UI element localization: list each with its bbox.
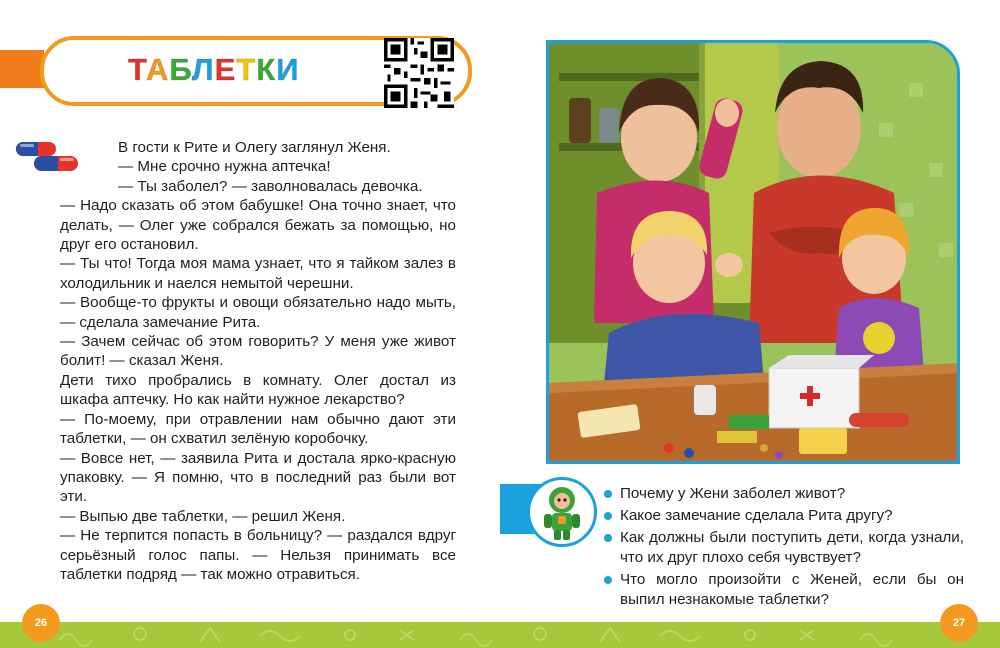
question-item: Как должны были поступить дети, когда узнали, что их друг плохо себя чувствует? xyxy=(602,528,964,568)
story-paragraph: В гости к Рите и Олегу заглянул Женя. xyxy=(118,139,391,156)
story-paragraph: — Не терпится попасть в больницу? — раздался вдруг серьёзный голос папы. — Нельзя принимать все таблетки подряд — так можно отравиться. xyxy=(60,527,456,583)
title-letter: Е xyxy=(214,52,237,87)
page-number-left: 26 xyxy=(22,604,60,642)
story-text xyxy=(40,138,456,584)
page-title xyxy=(128,52,299,88)
title-letter: Б xyxy=(169,52,192,87)
story-paragraph: — Мне срочно нужна аптечка! xyxy=(118,158,331,176)
footer-doodles xyxy=(0,622,1000,648)
story-paragraph: Дети тихо пробрались в комнату. Олег достал из шкафа аптечку. Но как найти нужное лекарство? xyxy=(60,371,456,409)
story-paragraph: — Вовсе нет, — заявила Рита и достала ярко-красную упаковку. — Я помню, что в последний раз были вот эти. xyxy=(60,449,456,506)
page-number-right: 27 xyxy=(940,604,978,642)
qr-code-icon[interactable] xyxy=(384,38,454,108)
question-list xyxy=(602,484,964,612)
question-item: Что могло произойти с Женей, если бы он выпил незнакомые таблетки? xyxy=(602,570,964,610)
story-paragraph: — Зачем сейчас об этом говорить? У меня уже живот болит! — сказал Женя. xyxy=(60,333,456,370)
title-letter: Т xyxy=(236,52,257,87)
title-letter: Л xyxy=(191,52,215,87)
question-item: Почему у Жени заболел живот? xyxy=(602,484,964,504)
story-paragraph: — Выпью две таблетки, — решил Женя. xyxy=(60,507,346,525)
story-illustration xyxy=(546,40,960,464)
title-letter: И xyxy=(276,52,300,87)
story-paragraph: — Ты заболел? — заволновалась девочка. xyxy=(118,177,423,195)
title-letter: Т xyxy=(128,52,146,87)
story-paragraph: — Вообще-то фрукты и овощи обязательно надо мыть, — сделала замечание Рита. xyxy=(60,294,456,331)
title-accent-bar xyxy=(0,50,44,88)
title-letter: А xyxy=(145,52,170,87)
footer-band xyxy=(0,622,1000,648)
illustration-scene xyxy=(549,43,960,464)
story-paragraph: — Надо сказать об этом бабушке! Она точно знает, что делать, — Олег уже собрался бежать за помощью, но друг его остановил. xyxy=(60,197,456,254)
story-paragraph: — Ты что! Тогда моя мама узнает, что я тайком залез в холодильник и наелся немытой черешни. xyxy=(60,255,456,292)
title-letter: К xyxy=(256,52,277,87)
robot-icon xyxy=(530,480,594,544)
question-item: Какое замечание сделала Рита другу? xyxy=(602,506,964,526)
robot-avatar-icon xyxy=(527,477,597,547)
story-paragraph: — По-моему, при отравлении нам обычно дают эти таблетки, — он схватил зелёную коробочку. xyxy=(60,410,456,448)
